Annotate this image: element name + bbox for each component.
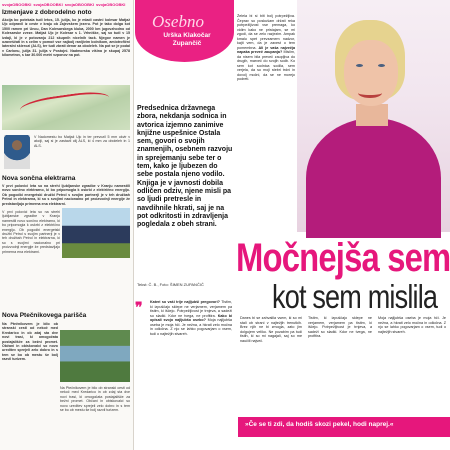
portrait-smile [358,88,382,98]
cyclist-caption: V Nadomestu bo Matjaž Ujc in ter prevozil 5 mm okvir v akciji, saj si je zastavil cilj ALS, ki 4 mm za oboleleh in 1 ALS. [34,135,130,148]
article-question: Kako bi opisali svojo najljubšo osebo? [150,313,232,322]
cyclist-photo [4,135,30,169]
solar-plant-photo [62,208,130,258]
column-byline: Urška Klakočar Zupančič [163,32,211,47]
article-paragraph: Tistim, ki izpuščajo sklepe ne verjamem, verjamem pa tistim, ki iščejo. Potrpežljivost je trnjeva, a sadeži so sladki. Kdor ne tvega, ne profitira. [150,300,232,318]
article-question: Ali je vaša največja napaka preveč zaupanja? [237,45,295,54]
section1-title: Izmenjave z dobrodelno noto [2,9,92,16]
portrait-neck [356,104,388,126]
topbar-item: svojaOBOOBKI [33,1,63,7]
article-paragraph: Moja najljubša oseba je moja hči. Je nežna, a hkrati zelo močna in odločna. Z njo se lahko pogovarjam o vsem, tudi o najtežjih stvareh. [150,318,232,336]
article-paragraph: Želela bi si biti bolj potrpežljiva. Čeprav so poskušam držati reka potrpežljivost vse premaga, ko vidim kako ne pristajam, se mi zgodi, da se zelo razjezim. Ampak kmalu spet prevzamem nadzor, kajti vem, da je zavest o tem pomembna. [237,14,295,50]
section2-lead: V prvi polovici leta so na strehi ljubljanske zgradbe v Kranju namestili novo sončno elektrarno, ki bo pripomogla k oskrbi z električno energijo. Ob pogodbi energetski družbi Petrol s svojim partnerji je v teh družbah Petrol in elektrarna, ki so s svojimi nacionalno pri proizvodnji energije že predstavljajo primerna ena elektrarni. [2,184,130,206]
left-page [0,0,134,450]
quote-marks-icon: ❞ [135,299,143,315]
portrait-blouse [306,118,441,238]
topbar-item: svojaOBOOBKI [96,1,126,7]
topbar-item: svojaOBOOBKI [64,1,95,7]
section3-text: Na Ptečnikovem je bilo ob stranski cesti od nekoč med Kredarico in ob zdaj sta dve novi trasi, ki omogočata postajališče za bežni promet. Občani in obiskovalci so novo ureditev sprejeli zelo dobro in s tem se bo ob mestu še bolj razvil turizem. [2,322,58,362]
article-column-d: Tistim, ki izpuščajo sklepe ne verjamem, verjamem pa tistim, ki iščejo. Potrpežljivost je trnjeva, a sadeži so sladki. Kdor ne tvega, ne profitira. [308,316,372,338]
portrait-eye [378,64,385,67]
section2-text: V prvi polovici leta so na strehi ljubljanske zgradbe v Kranju namestili novo sončno elektrarno, ki bo pripomogla k oskrbi z električno energijo. Ob pogodbi energetski družbi Petrol s svojim partnerji je v teh družbah Petrol in elektrarna, ki so s svojimi nacionalno pri proizvodnji energije že predstavljajo primerna ena elektrarni. [2,210,60,254]
section2-title: Nova sončna elektrarna [2,175,76,182]
pull-quote: »Če se ti zdi, da hodiš skozi pekel, hodi naprej.« [245,421,394,428]
topbar-item: svojaOBOOBKI [2,1,32,7]
route-map-image [2,85,130,130]
portrait-eye [356,64,363,67]
intro-text: Predsednica državnega zbora, nekdanja sodnica in avtorica izjemno zanimive knjižne uspešnice Ostala sem, govori o svojih znamenjih, osebnem razvoju in sprejemanju sebe ter o tem, kako je ljubezen do sebe postala njeno vodilo. Knjiga je v javnosti dobila odličen odziv, njene misli pa so ljudi pretresle in navdihnile hkrati, saj je na pot odkritosti in zdravljenja pogledala z obeh strani. [137,105,233,229]
headline-line2: kot sem mislila [272,278,438,315]
article-column-a [237,14,295,234]
headline-line1: Močnejša sem [236,236,450,280]
section-topbar [0,0,133,8]
column-label: Osebno [152,12,204,31]
section3-continued: Na Ptečnikovem je bilo ob stranski cesti od nekoč med Kredarico in ob zdaj sta dve novi trasi, ki omogočata postajališče za bežni promet. Občani in obiskovalci so novo ureditev sprejeli zelo dobro in s tem se bo ob mestu še bolj razvil turizem. [60,386,130,413]
section3-title: Nova Ptečnikovega parišča [2,312,87,319]
article-paragraph: Mislim, da nisem bila preveč zaupljiva do drugih, marveč do svojih sodb. Ko sem kot sodnica sodila, sem verjela, da so moji stebri trdni in dovolj močni, da se ne morejo podreti. [237,50,295,81]
river-photo [60,330,130,382]
section1-text: Akcija bo potekala tudi letos, 15. julija, ko je mladi castni kolesar Matjaž Ujc odpravil iz ceste v kraju ob Zajevskem jezeru. Pot je tako dolga kot 1500 ramen pri Uncu, Dan Kolesarskega kluba, 2000 km jugovzhodno od Kolesarske zveze. Matjaž Ujc je Kolesar s 1. Vrhniške, saj so tudi v 15 izdaji, ki je v potovanju 212 skupnih nicelnih tack. Njegov namen je ozaveščati in s celim v pomoč vse najbolj ranljivim bolnikom, amiotrofični lateralni sklerozi (ALS), ter tudi zbrati denar za oboleleh. Na pot se je podal v Carlonu, julija 31. julija v Postojni. Nadmorska višina je skupaj 2578 kilometrov, s kar 30.000 metri vzponov na pot. [2,18,130,58]
article-column-e: Moja najljubša oseba je moja hči. Je nežna, a hkrati zelo močna in odločna. Z njo se lahko pogovarjam o vsem, tudi o najtežjih stvareh. [378,316,446,334]
route-line [19,89,111,123]
article-question: Kateri so vaši trije najljubši pregovori? [150,300,222,304]
article-column-c: Danes bi se zahvalila vsem, ki so mi stali ob strani v najtežjih trenutkih. Brez njih ne bi zmogla, zato jim dolgujem veliko. Ne pozabim pa tudi tistih, ki so mi nagajali, saj so me naučili največ. [240,316,302,343]
article-column-b [150,300,232,440]
photo-credit: Tekst: Č. B., Foto: ŠIMEN ZUPANČIČ [137,282,204,287]
